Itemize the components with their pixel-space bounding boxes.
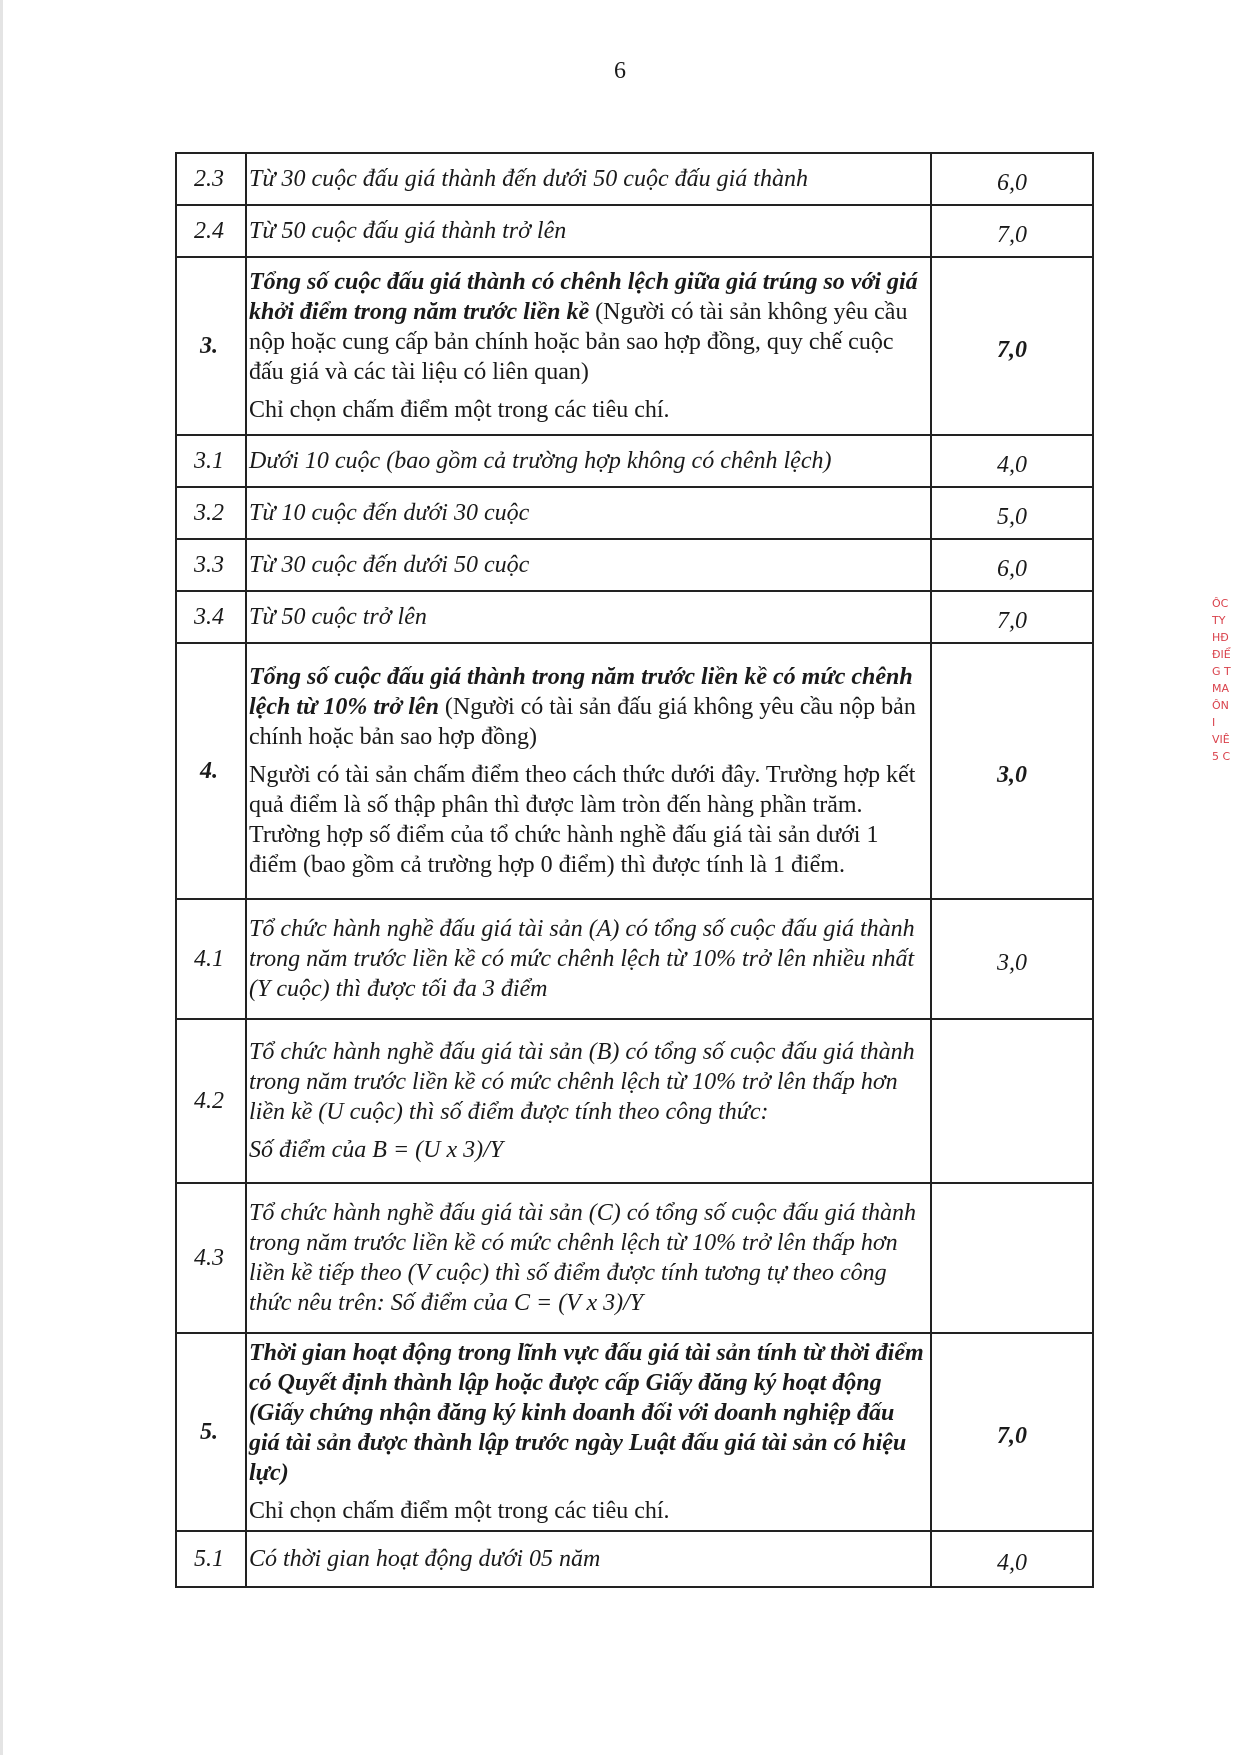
scan-left-edge (0, 0, 3, 1755)
criterion-description: Từ 30 cuộc đấu giá thành đến dưới 50 cuộc đấu giá thành (246, 153, 931, 205)
criterion-description (246, 1019, 931, 1183)
table-row (176, 591, 1093, 643)
criterion-description: Từ 30 cuộc đến dưới 50 cuộc (246, 539, 931, 591)
criterion-number: 2.4 (176, 205, 246, 257)
criterion-heading: Thời gian hoạt động trong lĩnh vực đấu giá tài sản tính từ thời điểm có Quyết định thành lập hoặc được cấp Giấy đăng ký hoạt động (Giấy chứng nhận đăng ký kinh doanh đối với doanh nghiệp đấu giá tài sản được thành lập trước ngày Luật đấu giá tài sản có hiệu lực) (249, 1340, 924, 1486)
criterion-number: 5.1 (176, 1531, 246, 1587)
table-row (176, 257, 1093, 435)
criterion-number: 3.3 (176, 539, 246, 591)
criterion-description: Tổ chức hành nghề đấu giá tài sản (A) có tổng số cuộc đấu giá thành trong năm trước liền kề có mức chênh lệch từ 10% trở lên nhiều nhất (Y cuộc) thì được tối đa 3 điểm (246, 899, 931, 1019)
criterion-number: 4.1 (176, 899, 246, 1019)
criterion-number: 4.3 (176, 1183, 246, 1333)
criterion-description: Dưới 10 cuộc (bao gồm cả trường hợp không có chênh lệch) (246, 435, 931, 487)
criterion-heading: Tổng số cuộc đấu giá thành trong năm trước liền kề có mức chênh lệch từ 10% trở lên (249, 664, 913, 720)
criterion-number: 4.2 (176, 1019, 246, 1183)
table-row (176, 205, 1093, 257)
stamp-text: G T (1212, 665, 1231, 678)
criterion-description: Tổ chức hành nghề đấu giá tài sản (C) có tổng số cuộc đấu giá thành trong năm trước liền kề có mức chênh lệch từ 10% trở lên thấp hơn liền kề tiếp theo (V cuộc) thì số điểm được tính tương tự theo công thức nêu trên: Số điểm của C = (V x 3)/Y (246, 1183, 931, 1333)
table-row (176, 899, 1093, 1019)
criterion-number: 3.4 (176, 591, 246, 643)
criterion-number: 3. (176, 257, 246, 435)
stamp-text: TY (1212, 614, 1226, 627)
table-row (176, 1019, 1093, 1183)
table-row (176, 153, 1093, 205)
criterion-text: Tổ chức hành nghề đấu giá tài sản (B) có tổng số cuộc đấu giá thành trong năm trước liền kề có mức chênh lệch từ 10% trở lên thấp hơn liền kề (U cuộc) thì số điểm được tính theo công thức: (249, 1039, 915, 1125)
table-row (176, 539, 1093, 591)
table-row (176, 435, 1093, 487)
criterion-number: 2.3 (176, 153, 246, 205)
stamp-text: ĐIỂ (1212, 648, 1231, 661)
criterion-heading: Tổng số cuộc đấu giá thành có chênh lệch giữa giá trúng so với giá khởi điểm trong năm trước liền kề (249, 269, 918, 325)
stamp-text: VIÊ (1212, 733, 1230, 746)
table-row (176, 643, 1093, 899)
criterion-description: Từ 10 cuộc đến dưới 30 cuộc (246, 487, 931, 539)
stamp-text: MA (1212, 682, 1230, 695)
criterion-heading-paragraph (249, 662, 924, 752)
criterion-instruction: Người có tài sản chấm điểm theo cách thức dưới đây. Trường hợp kết quả điểm là số thập phân thì được làm tròn đến hàng phần trăm. Trường hợp số điểm của tổ chức hành nghề đấu giá tài sản dưới 1 điểm (bao gồm cả trường hợp 0 điểm) thì được tính là 1 điểm. (249, 762, 916, 878)
criterion-score: 4,0 (931, 1531, 1093, 1587)
criterion-score: 3,0 (931, 643, 1093, 899)
criterion-description (246, 257, 931, 435)
criterion-number: 4. (176, 643, 246, 899)
criterion-description: Có thời gian hoạt động dưới 05 năm (246, 1531, 931, 1587)
criterion-score: 6,0 (931, 539, 1093, 591)
criterion-description: Từ 50 cuộc đấu giá thành trở lên (246, 205, 931, 257)
criterion-number: 5. (176, 1333, 246, 1531)
page-number: 6 (614, 58, 626, 84)
table-row (176, 487, 1093, 539)
stamp-text: ÔC (1212, 597, 1229, 610)
table-row (176, 1531, 1093, 1587)
criterion-note: (Người có tài sản không yêu cầu nộp hoặc cung cấp bản chính hoặc bản sao hợp đồng, quy chế cuộc đấu giá và các tài liệu có liên quan) (249, 299, 908, 385)
criterion-score (931, 1019, 1093, 1183)
criterion-instruction: Chỉ chọn chấm điểm một trong các tiêu chí. (249, 397, 670, 423)
criterion-note: (Người có tài sản đấu giá không yêu cầu nộp bản chính hoặc bản sao hợp đồng) (249, 694, 916, 750)
stamp-text: ÔN (1212, 699, 1229, 712)
criterion-score: 4,0 (931, 435, 1093, 487)
criterion-score: 6,0 (931, 153, 1093, 205)
criterion-number: 3.1 (176, 435, 246, 487)
stamp-text: 5 C (1212, 750, 1231, 763)
criterion-score: 7,0 (931, 1333, 1093, 1531)
red-stamp-fragment (1212, 595, 1240, 815)
criterion-instruction: Chỉ chọn chấm điểm một trong các tiêu chí. (249, 1498, 670, 1524)
criterion-description (246, 1333, 931, 1531)
criterion-score (931, 1183, 1093, 1333)
criterion-score: 3,0 (931, 899, 1093, 1019)
criterion-score: 7,0 (931, 205, 1093, 257)
criterion-heading-paragraph (249, 267, 924, 387)
criterion-score: 7,0 (931, 591, 1093, 643)
criterion-number: 3.2 (176, 487, 246, 539)
table-row (176, 1333, 1093, 1531)
stamp-text: I (1212, 716, 1216, 729)
criterion-formula: Số điểm của B = (U x 3)/Y (249, 1137, 504, 1163)
criterion-score: 5,0 (931, 487, 1093, 539)
criterion-description (246, 643, 931, 899)
criterion-score: 7,0 (931, 257, 1093, 435)
stamp-text: HĐ (1212, 631, 1229, 644)
scoring-criteria-table (175, 152, 1094, 1588)
table-row (176, 1183, 1093, 1333)
criterion-description: Từ 50 cuộc trở lên (246, 591, 931, 643)
